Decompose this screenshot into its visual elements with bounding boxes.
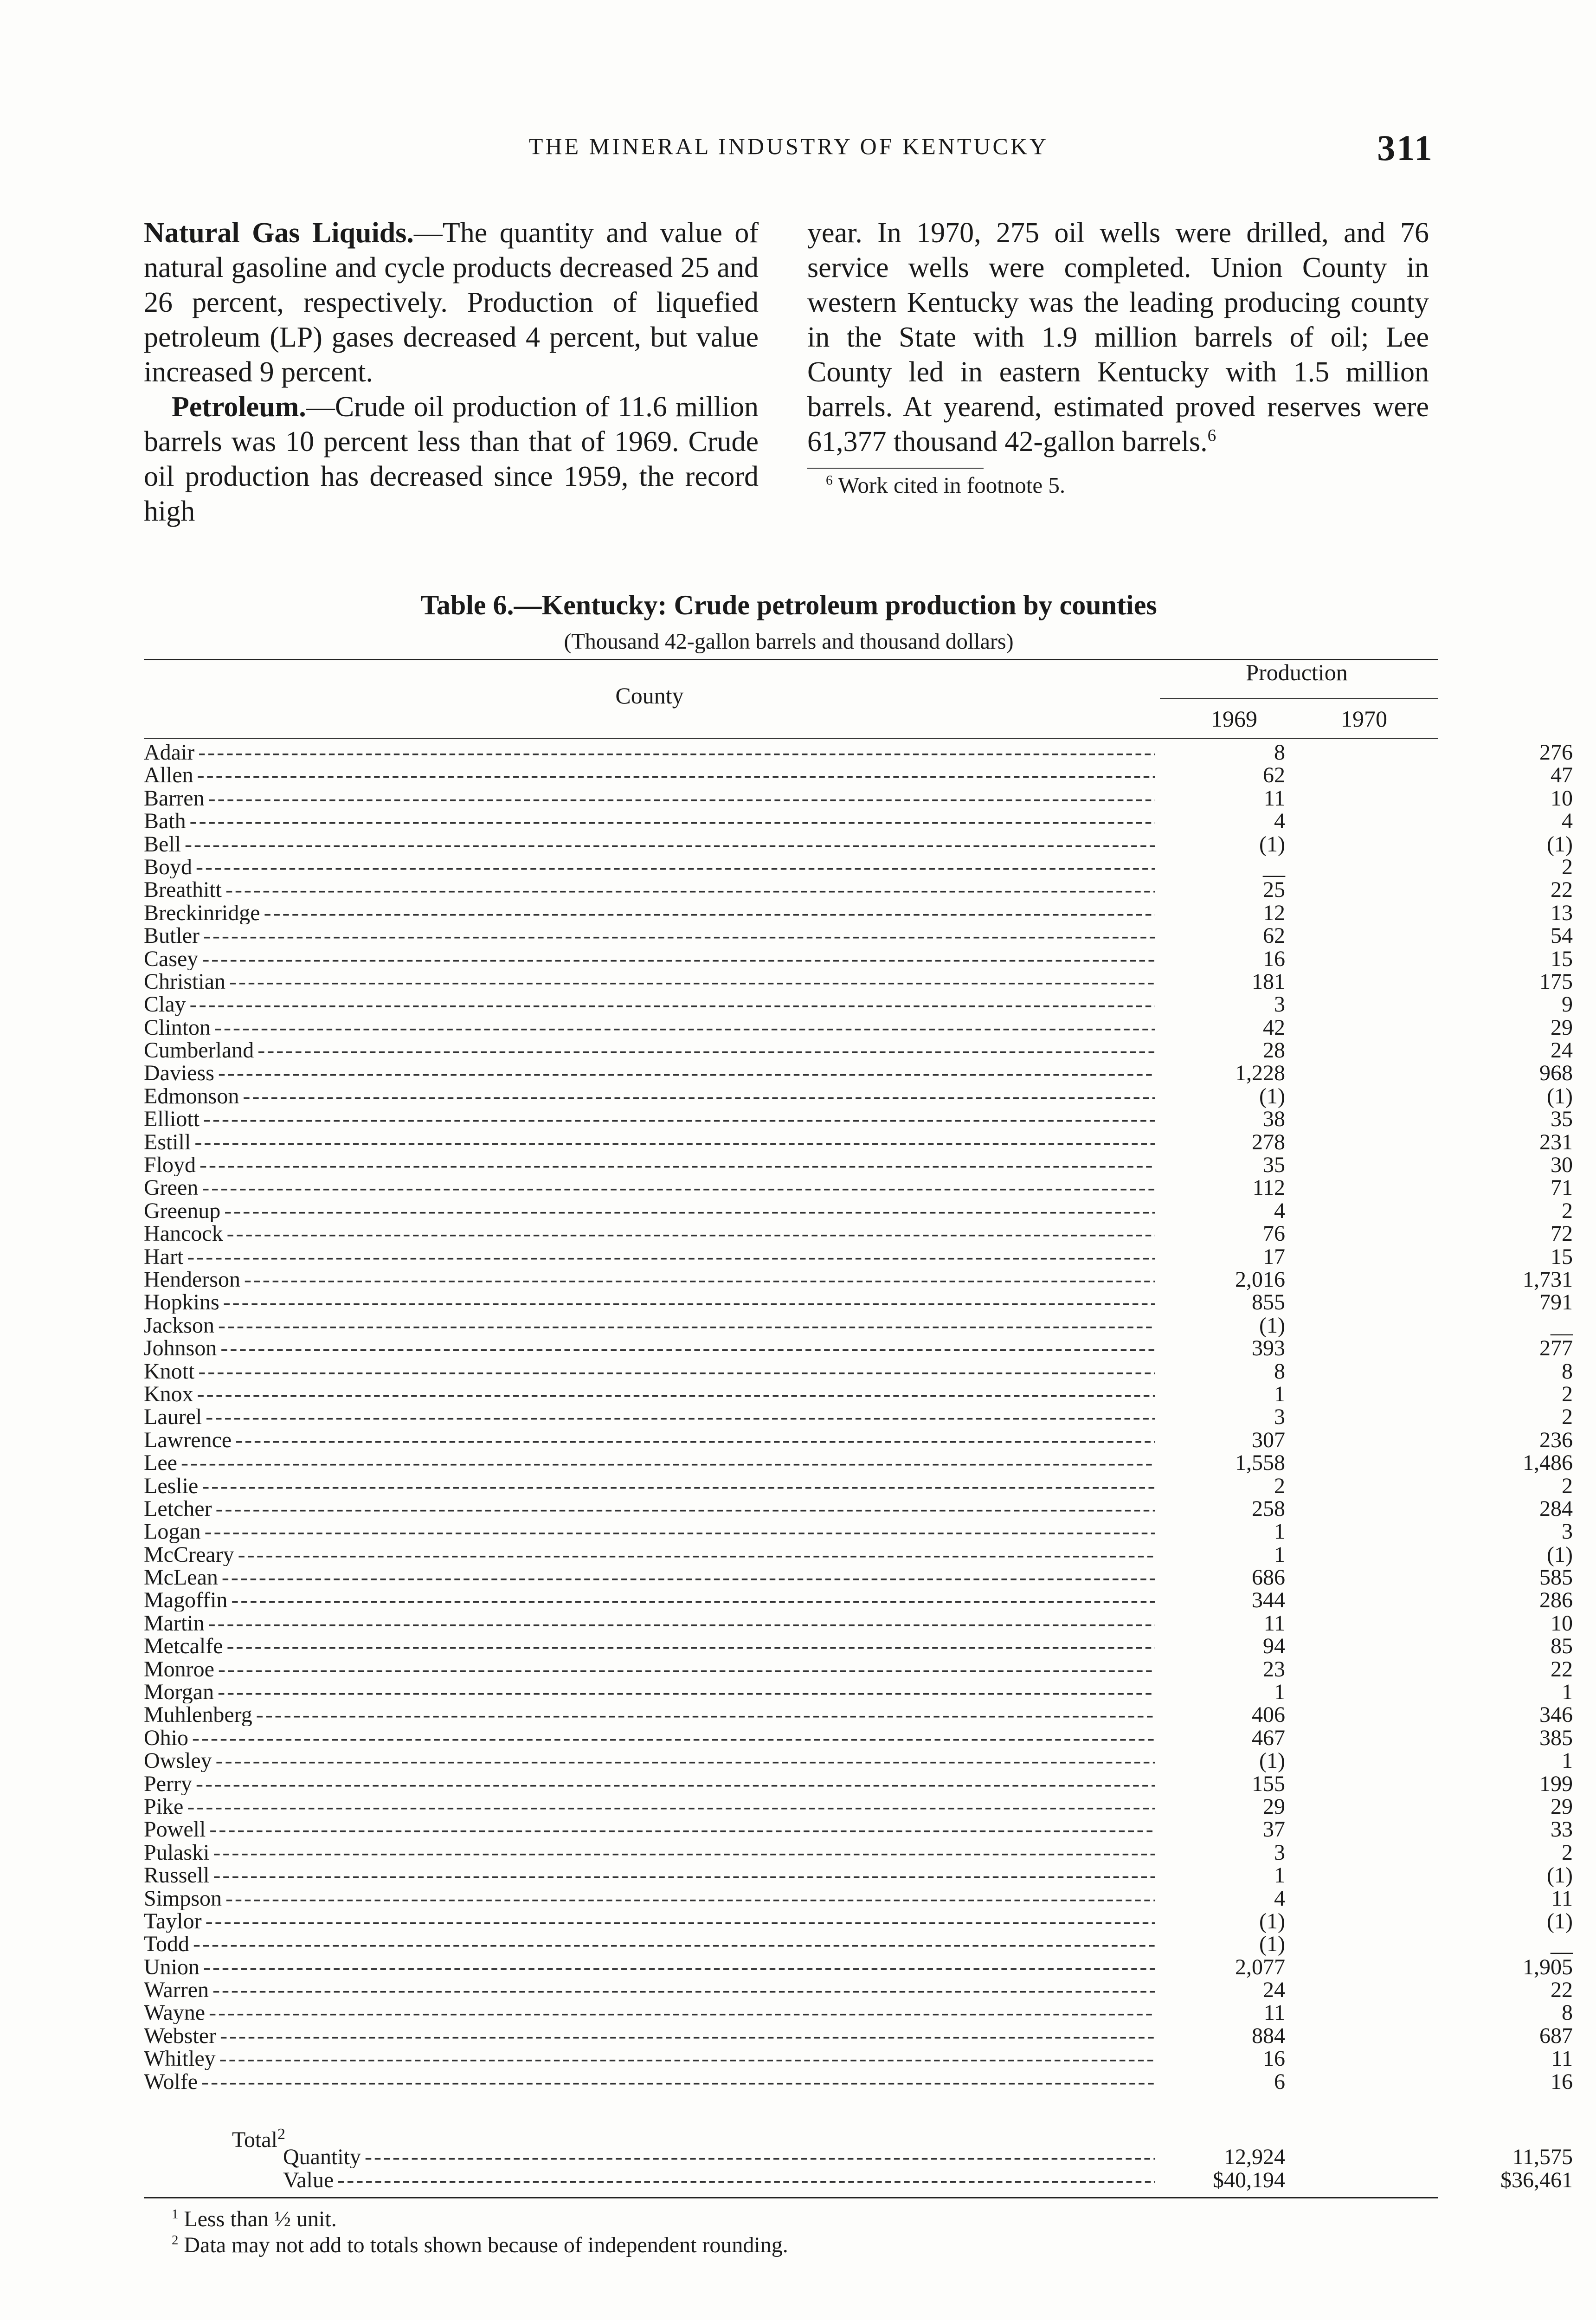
county-name: Edmonson - - - — [144, 1085, 1155, 1108]
table-footnote-2: $^2$ Data may not add to totals shown because of independent rounding. — [172, 2233, 788, 2257]
table-row — [144, 1725, 1573, 1750]
value-1970: 4 — [1562, 809, 1573, 834]
value-1970: __ — [1551, 1932, 1573, 1957]
value-1969: 8 — [1274, 740, 1285, 765]
table-title: Table 6.—Kentucky: Crude petroleum production by counties — [420, 590, 1157, 620]
table-body — [144, 740, 1573, 2094]
county-name: Wayne - - - — [144, 2001, 1155, 2024]
footnote-rule — [807, 468, 984, 469]
county-name: Hancock - - - — [144, 1222, 1155, 1245]
county-name: Floyd - - - — [144, 1154, 1155, 1176]
value-1969: 1 — [1274, 1680, 1285, 1705]
value-1969: 2,016 — [1235, 1267, 1285, 1292]
table-row — [144, 1634, 1573, 1659]
table-footnotes — [172, 2206, 788, 2258]
county-name: Lawrence - - - — [144, 1429, 1155, 1451]
value-1970: 15 — [1551, 946, 1573, 971]
value-1969: 37 — [1263, 1817, 1285, 1842]
county-name: Henderson - - - — [144, 1268, 1155, 1291]
header-bottom-rule — [144, 738, 1438, 739]
county-name: Metcalfe - - - — [144, 1635, 1155, 1657]
table-row — [144, 1863, 1573, 1888]
table-row — [144, 763, 1573, 788]
total-label: Total$^2$ — [232, 2126, 285, 2152]
table-row — [144, 1496, 1573, 1521]
table-row — [144, 1771, 1573, 1796]
value-1970: 85 — [1551, 1634, 1573, 1659]
value-1969: 1 — [1274, 1519, 1285, 1544]
county-name: Warren - - - — [144, 1978, 1155, 2001]
table-row — [144, 1840, 1573, 1865]
value-1970: 284 — [1539, 1496, 1573, 1521]
county-name: Union - - - — [144, 1956, 1155, 1978]
value-1970: 3 — [1562, 1519, 1573, 1544]
value-1969: (1) — [1259, 1908, 1285, 1933]
value-1970: 8 — [1562, 2000, 1573, 2025]
county-name: Pulaski - - - — [144, 1841, 1155, 1864]
value-1969: 35 — [1263, 1153, 1285, 1178]
county-name: Knott - - - — [144, 1360, 1155, 1383]
value-1969: 406 — [1252, 1702, 1285, 1727]
value-1969: 29 — [1263, 1794, 1285, 1819]
table-row — [144, 1702, 1573, 1727]
value-1970: (1) — [1547, 1908, 1573, 1933]
paragraph-body: —The quantity and value of natural gasoline and cycle products decreased 25 and 26 percent, respectively. Production of liquefied petroleum (LP) gases decreased 4 percent, but value increased 9 percent. — [144, 217, 759, 388]
value-1970: 236 — [1539, 1427, 1573, 1452]
value-1970: 8 — [1562, 1359, 1573, 1384]
value-1970: (1) — [1547, 1083, 1573, 1108]
table-row — [144, 1381, 1573, 1406]
value-1970: 30 — [1551, 1153, 1573, 1178]
table-row — [144, 1611, 1573, 1636]
table-row — [144, 809, 1573, 834]
value-1969: 155 — [1252, 1771, 1285, 1796]
value-1969: $40,194 — [1213, 2167, 1285, 2192]
county-name: Martin - - - — [144, 1612, 1155, 1635]
table-row — [144, 1473, 1573, 1498]
value-1970: 54 — [1551, 923, 1573, 948]
value-1969: 42 — [1263, 1015, 1285, 1040]
paragraph-body: year. In 1970, 275 oil wells were drilled, and 76 service wells were completed. Union County in western Kentucky was the leading producing county in the State with 1.9 million barrels of oil; Lee County led in eastern Kentucky with 1.5 million barrels. At yearend, estimated proved reserves were 61,377 thousand 42-gallon barrels. — [807, 217, 1429, 458]
county-name: Wolfe - - - — [144, 2070, 1155, 2093]
value-1970: 175 — [1539, 969, 1573, 994]
production-rule — [1160, 698, 1438, 699]
footnote — [807, 471, 1429, 499]
value-1969: 2,077 — [1235, 1954, 1285, 1979]
running-head: THE MINERAL INDUSTRY OF KENTUCKY — [528, 133, 1049, 159]
value-1969: 4 — [1274, 809, 1285, 834]
table-row — [144, 1244, 1573, 1269]
county-name: Russell - - - — [144, 1864, 1155, 1887]
paragraph-body: —Crude oil production of 11.6 million barrels was 10 percent less than that of 1969. Crude oil production has decreased since 1959, the record high — [144, 391, 759, 527]
value-1970: (1) — [1547, 831, 1573, 857]
county-name: Knox - - - — [144, 1383, 1155, 1405]
county-name: Magoffin - - - — [144, 1589, 1155, 1611]
value-1969: 94 — [1263, 1634, 1285, 1659]
county-name: Adair - - - — [144, 741, 1155, 764]
table-row — [144, 1794, 1573, 1819]
table-row — [144, 900, 1573, 925]
footnote-marker: 6 — [826, 473, 833, 488]
value-1970: 687 — [1539, 2023, 1573, 2048]
table-row — [144, 1908, 1573, 1933]
table-row — [144, 1290, 1573, 1315]
run-in-heading: Petroleum. — [172, 391, 306, 423]
table-row — [144, 1359, 1573, 1384]
table-row — [144, 1198, 1573, 1223]
run-in-heading: Natural Gas Liquids. — [144, 217, 414, 249]
value-1970: 2 — [1562, 1381, 1573, 1406]
value-1969: 307 — [1252, 1427, 1285, 1452]
value-1969: 16 — [1263, 2046, 1285, 2071]
quantity-label: Quantity - - - — [144, 2146, 1155, 2168]
county-name: Greenup - - - — [144, 1199, 1155, 1222]
table-row — [144, 786, 1573, 811]
county-name: Breathitt - - - — [144, 878, 1155, 901]
table-row — [144, 923, 1573, 948]
value-1970: 22 — [1551, 877, 1573, 902]
value-1969: 62 — [1263, 923, 1285, 948]
value-1970: 35 — [1551, 1107, 1573, 1132]
page-number: 311 — [1377, 128, 1434, 168]
value-1970: 13 — [1551, 900, 1573, 925]
value-1970: 968 — [1539, 1061, 1573, 1086]
value-1969: 28 — [1263, 1038, 1285, 1063]
paragraph-natural-gas-liquids — [144, 216, 759, 390]
table-row — [144, 1313, 1573, 1338]
right-column — [807, 216, 1429, 499]
table-row — [144, 1015, 1573, 1040]
table-row — [144, 1978, 1573, 2003]
table-row — [144, 1450, 1573, 1476]
value-1970: 1,905 — [1523, 1954, 1573, 1979]
value-1969: 8 — [1274, 1359, 1285, 1384]
value-1970: 1,731 — [1523, 1267, 1573, 1292]
county-name: Green - - - — [144, 1176, 1155, 1199]
value-1969: 24 — [1263, 1978, 1285, 2003]
table-row — [144, 1061, 1573, 1086]
county-name: Taylor - - - — [144, 1910, 1155, 1933]
value-1970: 22 — [1551, 1656, 1573, 1682]
value-1970: 29 — [1551, 1794, 1573, 1819]
county-name: Owsley - - - — [144, 1749, 1155, 1772]
table-row — [144, 1427, 1573, 1452]
county-name: Allen - - - — [144, 764, 1155, 786]
footnote-reference: 6 — [1207, 426, 1216, 445]
value-1970: 47 — [1551, 763, 1573, 788]
value-1969: 16 — [1263, 946, 1285, 971]
value-1970: 10 — [1551, 1611, 1573, 1636]
county-name: Leslie - - - — [144, 1475, 1155, 1497]
value-1970: 9 — [1562, 992, 1573, 1017]
table-row — [144, 969, 1573, 994]
county-name: Letcher - - - — [144, 1497, 1155, 1520]
county-name: Butler - - - — [144, 924, 1155, 947]
value-1969: 11 — [1263, 2000, 1285, 2025]
value-1970: 286 — [1539, 1588, 1573, 1613]
value-1969: 1,228 — [1235, 1061, 1285, 1086]
value-1969: 2 — [1274, 1473, 1285, 1498]
value-1969: 4 — [1274, 1886, 1285, 1911]
value-1970: 2 — [1562, 1405, 1573, 1430]
table-row — [144, 1588, 1573, 1613]
table-row — [144, 1817, 1573, 1842]
county-name: Todd - - - — [144, 1933, 1155, 1955]
column-header-county: County — [615, 683, 684, 709]
value-1969: 855 — [1252, 1290, 1285, 1315]
value-1970: 24 — [1551, 1038, 1573, 1063]
county-name: Whitley - - - — [144, 2047, 1155, 2070]
quantity-1969: 12,924 — [1224, 2145, 1285, 2170]
county-name: Monroe - - - — [144, 1658, 1155, 1681]
county-name: Pike - - - — [144, 1795, 1155, 1818]
county-name: Estill - - - — [144, 1131, 1155, 1154]
table-row — [144, 1221, 1573, 1246]
value-1970: 199 — [1539, 1771, 1573, 1796]
table-row — [144, 1405, 1573, 1430]
value-1969: 344 — [1252, 1588, 1285, 1613]
value-1970: 1 — [1562, 1680, 1573, 1705]
table-row — [144, 1519, 1573, 1544]
county-name: Elliott - - - — [144, 1108, 1155, 1130]
table-row — [144, 1886, 1573, 1911]
value-1970: 71 — [1551, 1175, 1573, 1200]
county-name: Boyd - - - — [144, 856, 1155, 878]
county-name: Lee - - - — [144, 1451, 1155, 1474]
county-name: Clay - - - — [144, 993, 1155, 1016]
table-row — [144, 1175, 1573, 1200]
table-row — [144, 1932, 1573, 1957]
value-1970: 16 — [1551, 2069, 1573, 2094]
value-1970: 791 — [1539, 1290, 1573, 1315]
column-header-1970: 1970 — [1341, 706, 1387, 732]
value-1970: 585 — [1539, 1565, 1573, 1590]
value-1969: 884 — [1252, 2023, 1285, 2048]
value-1970: 231 — [1539, 1129, 1573, 1154]
value-1969: 3 — [1274, 992, 1285, 1017]
table-row — [144, 1153, 1573, 1178]
value-1969: (1) — [1259, 1313, 1285, 1338]
value-1970: __ — [1551, 1313, 1573, 1338]
value-1969: 112 — [1252, 1175, 1285, 1200]
table-row — [144, 992, 1573, 1017]
value-1970: 2 — [1562, 1473, 1573, 1498]
county-name: McLean - - - — [144, 1566, 1155, 1589]
county-name: Casey - - - — [144, 947, 1155, 970]
table-row — [144, 2000, 1573, 2025]
value-1969: 686 — [1252, 1565, 1285, 1590]
column-header-1969: 1969 — [1211, 706, 1257, 732]
quantity-1970: 11,575 — [1512, 2145, 1573, 2170]
left-column — [144, 216, 759, 529]
value-1970: 277 — [1539, 1336, 1573, 1361]
county-name: Hart - - - — [144, 1245, 1155, 1268]
value-1970: 276 — [1539, 740, 1573, 765]
value-1970: 2 — [1562, 1198, 1573, 1223]
table-row — [144, 1083, 1573, 1108]
value-1970: 15 — [1551, 1244, 1573, 1269]
county-name: Daviess - - - — [144, 1062, 1155, 1084]
value-1969: 23 — [1263, 1656, 1285, 1682]
table-row — [144, 1129, 1573, 1154]
county-name: Logan - - - — [144, 1520, 1155, 1543]
county-name: Ohio - - - — [144, 1727, 1155, 1749]
table-row — [144, 2023, 1573, 2048]
table-row — [144, 1680, 1573, 1705]
value-1970: 11 — [1551, 1886, 1573, 1911]
table-row — [144, 1954, 1573, 1979]
value-1969: 467 — [1252, 1725, 1285, 1750]
value-1969: 3 — [1274, 1405, 1285, 1430]
value-1969: 76 — [1263, 1221, 1285, 1246]
value-1970: 29 — [1551, 1015, 1573, 1040]
table-row — [144, 1656, 1573, 1682]
value-1970: 385 — [1539, 1725, 1573, 1750]
paragraph-petroleum — [144, 390, 759, 529]
table-row — [144, 1542, 1573, 1567]
table-row — [144, 877, 1573, 902]
value-1969: 11 — [1263, 1611, 1285, 1636]
table-row — [144, 1565, 1573, 1590]
value-1969: 1 — [1274, 1863, 1285, 1888]
county-name: Breckinridge - - - — [144, 902, 1155, 924]
county-name: Simpson - - - — [144, 1887, 1155, 1910]
value-1970: (1) — [1547, 1542, 1573, 1567]
value-1969: (1) — [1259, 1932, 1285, 1957]
county-name: Powell - - - — [144, 1818, 1155, 1841]
county-name: Webster - - - — [144, 2024, 1155, 2047]
county-name: Hopkins - - - — [144, 1291, 1155, 1314]
value-1969: 258 — [1252, 1496, 1285, 1521]
value-1969: 62 — [1263, 763, 1285, 788]
value-1969: 278 — [1252, 1129, 1285, 1154]
value-1969: 6 — [1274, 2069, 1285, 2094]
value-1969: (1) — [1259, 1748, 1285, 1773]
value-1969: 11 — [1263, 786, 1285, 811]
value-1969: 1 — [1274, 1542, 1285, 1567]
page-header — [144, 128, 1434, 174]
table-bottom-rule — [144, 2197, 1438, 2198]
table-row — [144, 854, 1573, 879]
county-name: Morgan - - - — [144, 1681, 1155, 1703]
value-1969: 4 — [1274, 1198, 1285, 1223]
county-name: Christian - - - — [144, 970, 1155, 993]
county-name: Jackson - - - — [144, 1314, 1155, 1337]
value-row — [144, 2167, 1573, 2192]
value-1969: 12 — [1263, 900, 1285, 925]
county-name: Laurel - - - — [144, 1405, 1155, 1428]
county-name: Cumberland - - - — [144, 1039, 1155, 1062]
quantity-row — [144, 2145, 1573, 2170]
value-1969: 3 — [1274, 1840, 1285, 1865]
value-1969: (1) — [1259, 831, 1285, 857]
value-1970: 72 — [1551, 1221, 1573, 1246]
table-footnote-1: $^1$ Less than ½ unit. — [172, 2207, 337, 2231]
table-row — [144, 2046, 1573, 2071]
county-name: McCreary - - - — [144, 1543, 1155, 1566]
value-1969: 393 — [1252, 1336, 1285, 1361]
value-1969: 17 — [1263, 1244, 1285, 1269]
value-1970: 2 — [1562, 854, 1573, 879]
table-row — [144, 740, 1573, 765]
table-row — [144, 946, 1573, 971]
table-totals — [144, 2123, 1573, 2192]
county-name: Bath - - - — [144, 810, 1155, 832]
column-header-production: Production — [1246, 659, 1348, 685]
county-name: Barren - - - — [144, 787, 1155, 810]
value-1970: 346 — [1539, 1702, 1573, 1727]
value-1970: 1,486 — [1523, 1450, 1573, 1476]
value-1969: __ — [1263, 854, 1285, 879]
value-1970: (1) — [1547, 1863, 1573, 1888]
value-1970: 10 — [1551, 786, 1573, 811]
value-1970: 33 — [1551, 1817, 1573, 1842]
table-row — [144, 1107, 1573, 1132]
county-name: Clinton - - - — [144, 1016, 1155, 1039]
value-1970: 2 — [1562, 1840, 1573, 1865]
value-1969: 1,558 — [1235, 1450, 1285, 1476]
county-name: Johnson - - - — [144, 1337, 1155, 1360]
value-1969: (1) — [1259, 1083, 1285, 1108]
county-name: Perry - - - — [144, 1772, 1155, 1795]
value-1969: 181 — [1252, 969, 1285, 994]
table-row — [144, 1748, 1573, 1773]
value-1969: 1 — [1274, 1381, 1285, 1406]
value-1970: 1 — [1562, 1748, 1573, 1773]
county-name: Bell - - - — [144, 833, 1155, 856]
value-label: Value - - - — [144, 2169, 1155, 2191]
table-row — [144, 1267, 1573, 1292]
footnote-text: Work cited in footnote 5. — [838, 472, 1066, 498]
table-row — [144, 1336, 1573, 1361]
value-1970: 11 — [1551, 2046, 1573, 2071]
total-row — [144, 2123, 1438, 2152]
value-1970: $36,461 — [1500, 2167, 1573, 2192]
county-name: Muhlenberg - - - — [144, 1703, 1155, 1726]
table-row — [144, 1038, 1573, 1063]
paragraph-continued — [807, 216, 1429, 459]
value-1969: 25 — [1263, 877, 1285, 902]
value-1969: 38 — [1263, 1107, 1285, 1132]
table-row — [144, 831, 1573, 857]
value-1970: 22 — [1551, 1978, 1573, 2003]
table-subtitle: (Thousand 42-gallon barrels and thousand dollars) — [564, 629, 1014, 654]
table-row — [144, 2069, 1573, 2094]
